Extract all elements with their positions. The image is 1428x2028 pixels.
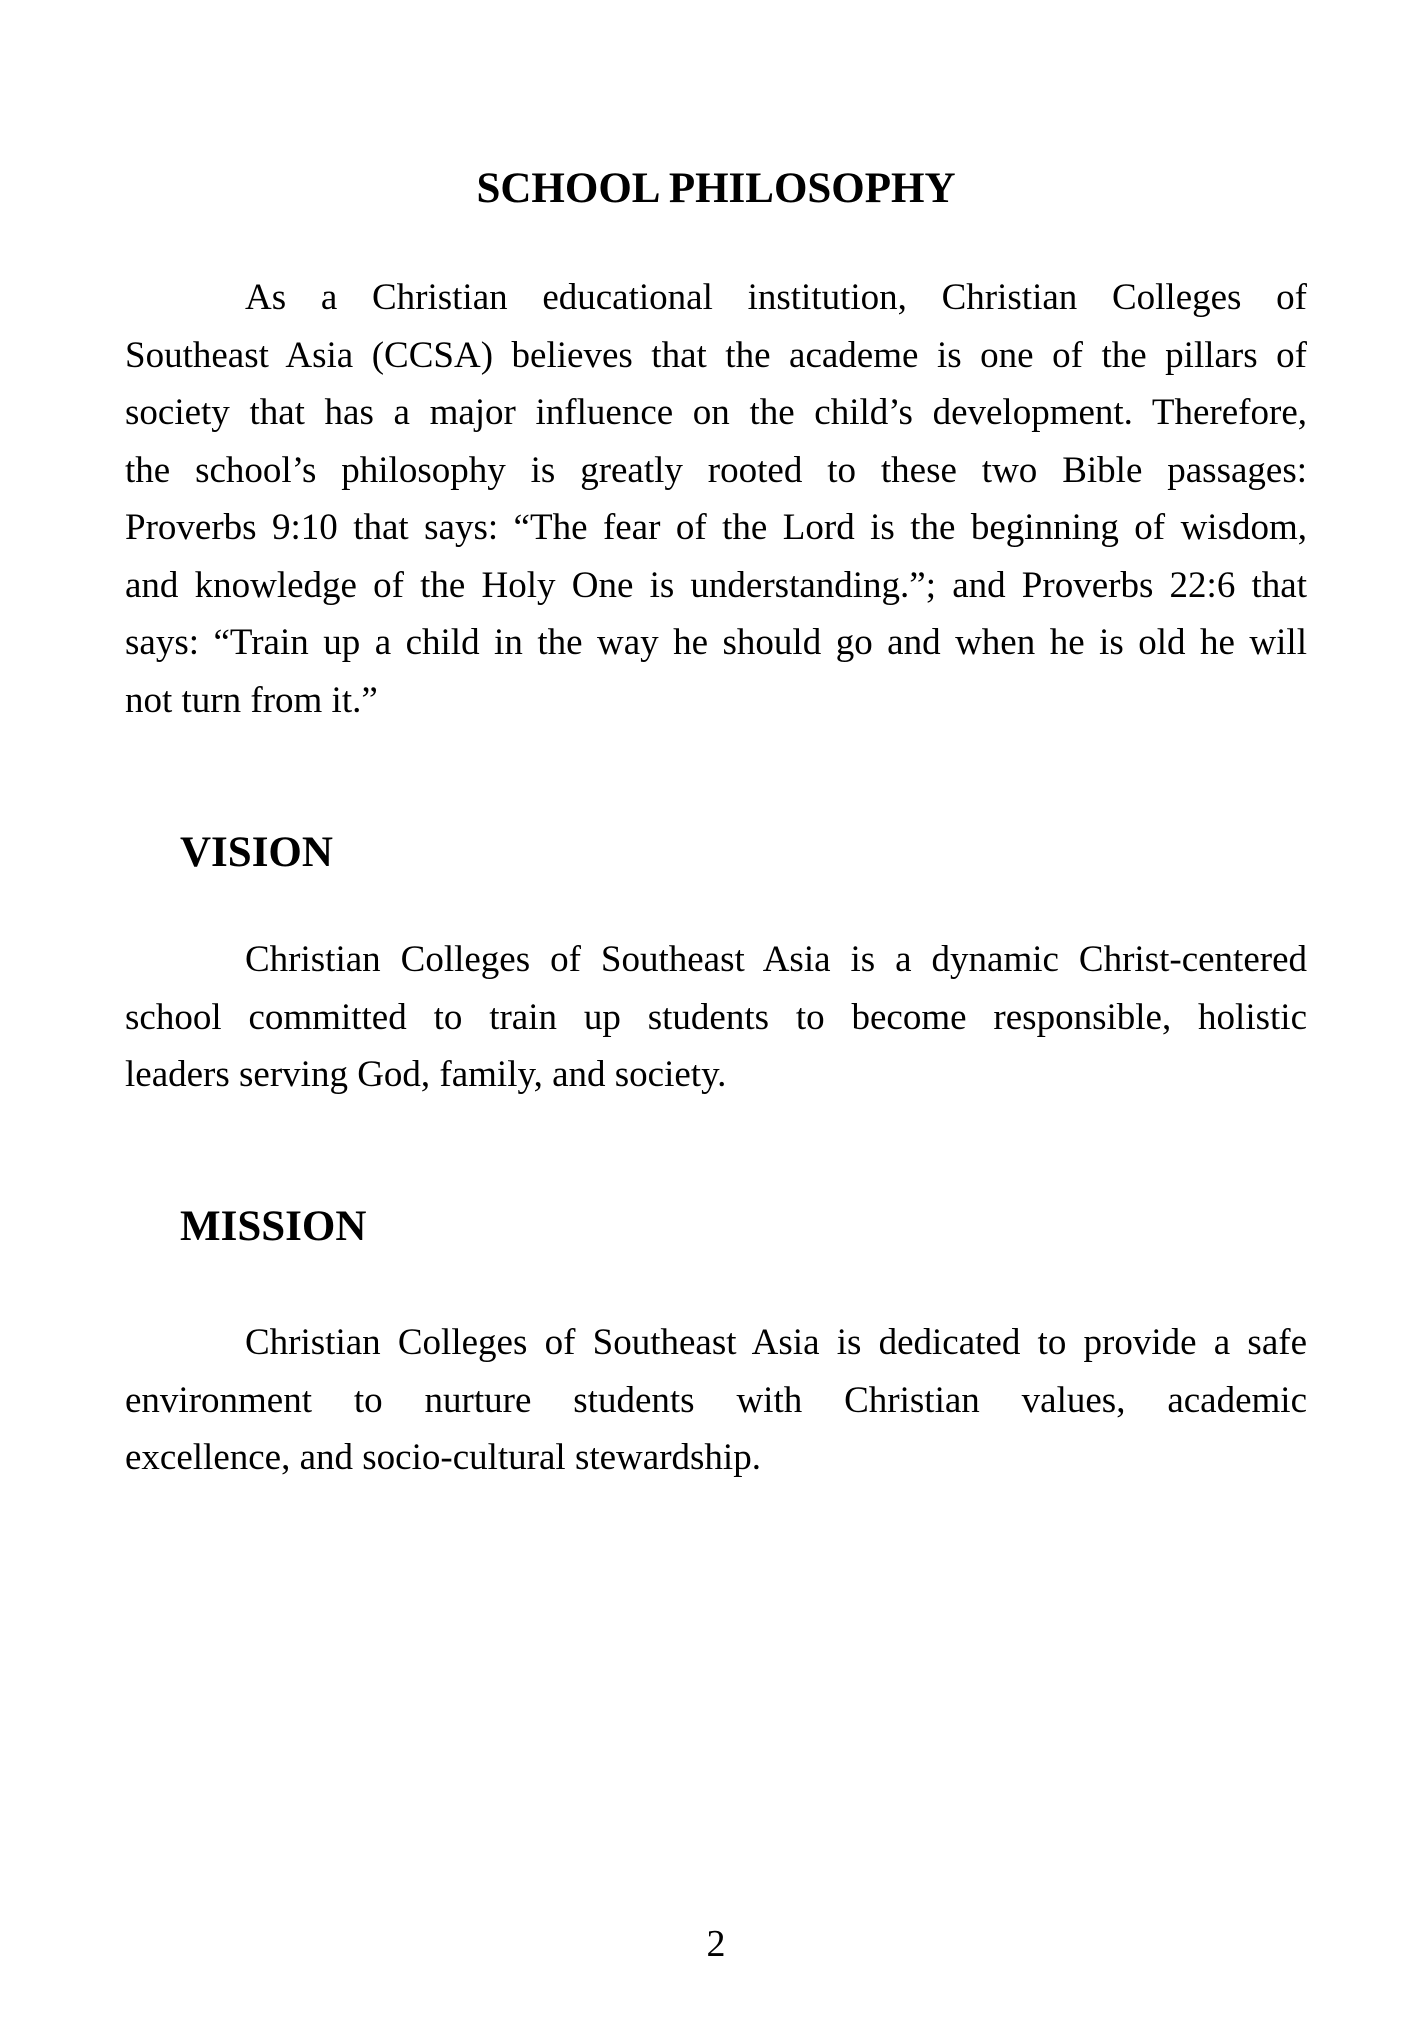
mission-line: environment to nurture students with Christian values, academic <box>125 1379 1307 1421</box>
philosophy-line: says: “Train up a child in the way he should go and when he is old he will <box>125 622 1307 663</box>
vision-heading: VISION <box>180 829 333 876</box>
mission-line: excellence, and socio-cultural stewardship. <box>125 1437 761 1478</box>
vision-paragraph <box>125 931 1307 1104</box>
philosophy-line: Proverbs 9:10 that says: “The fear of the Lord is the beginning of wisdom, <box>125 507 1307 548</box>
mission-line: Christian Colleges of Southeast Asia is dedicated to provide a safe <box>245 1322 1307 1363</box>
philosophy-line: society that has a major influence on the child’s development. Therefore, <box>125 392 1307 433</box>
mission-paragraph <box>125 1314 1307 1487</box>
philosophy-line: and knowledge of the Holy One is understanding.”; and Proverbs 22:6 that <box>125 564 1307 606</box>
vision-line: school committed to train up students to become responsible, holistic <box>125 996 1307 1038</box>
page-title: SCHOOL PHILOSOPHY <box>476 165 956 212</box>
philosophy-line: the school’s philosophy is greatly rooted to these two Bible passages: <box>125 449 1307 491</box>
page-number: 2 <box>706 1923 726 1965</box>
vision-line: Christian Colleges of Southeast Asia is a dynamic Christ-centered <box>245 939 1307 980</box>
philosophy-line: Southeast Asia (CCSA) believes that the academe is one of the pillars of <box>125 334 1307 376</box>
vision-line: leaders serving God, family, and society. <box>125 1054 727 1095</box>
philosophy-line: As a Christian educational institution, Christian Colleges of <box>245 277 1307 318</box>
philosophy-line: not turn from it.” <box>125 679 378 721</box>
mission-heading: MISSION <box>180 1203 367 1250</box>
philosophy-paragraph <box>125 269 1307 729</box>
